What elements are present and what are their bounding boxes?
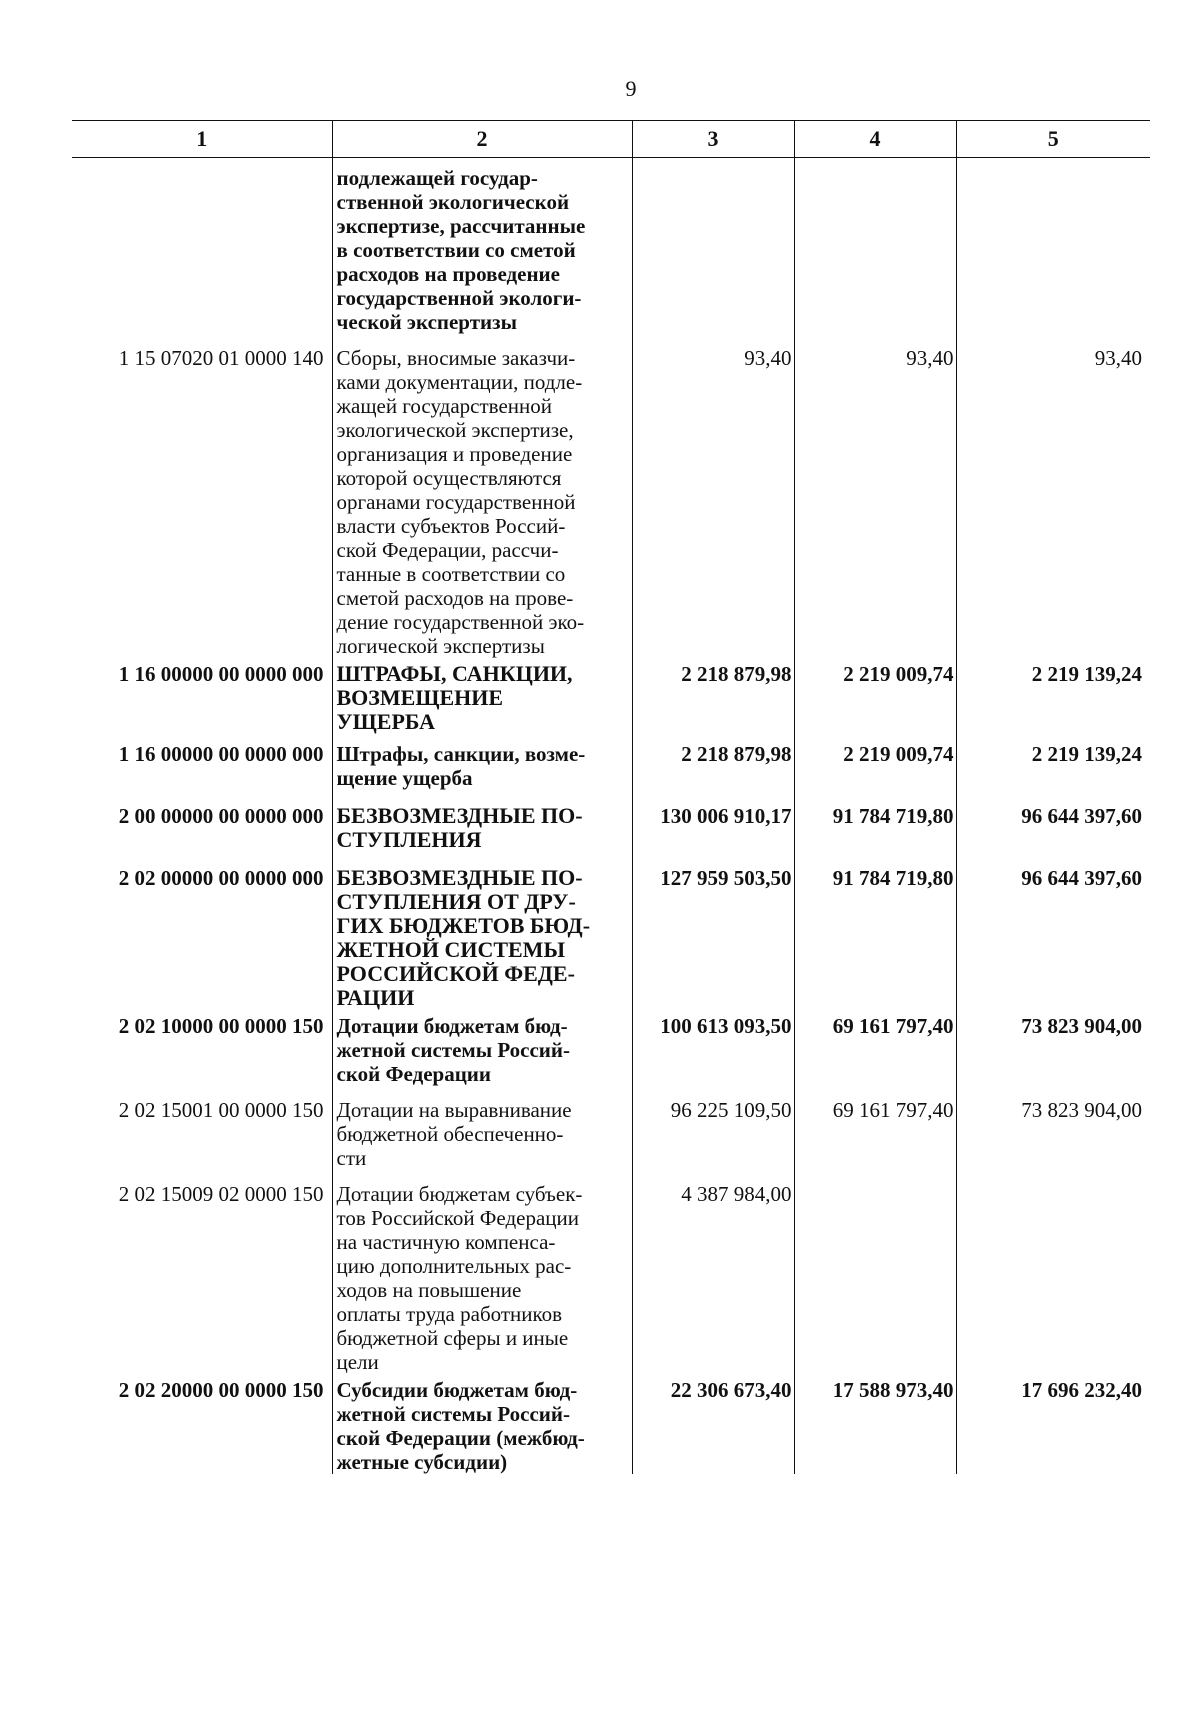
value-cell-3 bbox=[632, 158, 794, 342]
budget-table bbox=[72, 120, 1150, 1474]
code-cell: 2 02 15009 02 0000 150 bbox=[118, 1181, 324, 1206]
value-cell-3: 130 006 910,17 bbox=[632, 800, 794, 862]
column-header-1: 1 bbox=[72, 121, 332, 158]
column-header-4: 4 bbox=[794, 121, 956, 158]
name-cell: ШТРАФЫ, САНКЦИИ, ВОЗМЕЩЕНИЕ УЩЕРБА bbox=[332, 658, 632, 738]
value-cell-5: 17 696 232,40 bbox=[956, 1374, 1150, 1474]
code-cell: 1 16 00000 00 0000 000 bbox=[118, 661, 324, 686]
code-cell bbox=[72, 158, 332, 342]
table-body bbox=[72, 158, 1150, 1474]
value-cell-4: 91 784 719,80 bbox=[794, 800, 956, 862]
name-cell: БЕЗВОЗМЕЗДНЫЕ ПО- СТУПЛЕНИЯ ОТ ДРУ- ГИХ БЮДЖЕТОВ БЮД- ЖЕТНОЙ СИСТЕМЫ РОССИЙСКОЙ ФЕДЕ- РАЦИИ bbox=[332, 862, 632, 1010]
value-cell-5: 2 219 139,24 bbox=[956, 738, 1150, 800]
value-cell-3: 2 218 879,98 bbox=[632, 658, 794, 738]
value-cell-3: 2 218 879,98 bbox=[632, 738, 794, 800]
value-cell-4 bbox=[794, 1178, 956, 1374]
value-cell-3: 96 225 109,50 bbox=[632, 1094, 794, 1178]
value-cell-4: 17 588 973,40 bbox=[794, 1374, 956, 1474]
name-cell: Сборы, вносимые заказчи- ками документации, подле- жащей государственной экологической экспертизе, организация и проведение которой осуществляются органами государственной власти субъектов Россий- ской Федерации, рассчи- танные в соответствии со сметой расходов на прове- дение государственной эко- логической экспертизы bbox=[332, 342, 632, 658]
column-header-5: 5 bbox=[956, 121, 1150, 158]
code-cell: 2 00 00000 00 0000 000 bbox=[118, 803, 324, 828]
code-cell: 2 02 15001 00 0000 150 bbox=[118, 1097, 324, 1122]
table-row bbox=[72, 862, 1150, 1010]
code-cell: 1 16 00000 00 0000 000 bbox=[118, 741, 324, 766]
name-cell: Дотации бюджетам бюд- жетной системы Россий- ской Федерации bbox=[332, 1010, 632, 1094]
value-cell-3: 100 613 093,50 bbox=[632, 1010, 794, 1094]
table-row bbox=[72, 738, 1150, 800]
name-cell: БЕЗВОЗМЕЗДНЫЕ ПО- СТУПЛЕНИЯ bbox=[332, 800, 632, 862]
value-cell-3: 22 306 673,40 bbox=[632, 1374, 794, 1474]
value-cell-5 bbox=[956, 1178, 1150, 1374]
code-cell: 1 15 07020 01 0000 140 bbox=[118, 345, 324, 370]
value-cell-5: 73 823 904,00 bbox=[956, 1010, 1150, 1094]
table-row bbox=[72, 1094, 1150, 1178]
table-row bbox=[72, 342, 1150, 658]
table-row bbox=[72, 158, 1150, 342]
value-cell-4: 2 219 009,74 bbox=[794, 738, 956, 800]
value-cell-4: 91 784 719,80 bbox=[794, 862, 956, 1010]
page-number: 9 bbox=[625, 76, 637, 101]
table-row bbox=[72, 1010, 1150, 1094]
value-cell-5: 2 219 139,24 bbox=[956, 658, 1150, 738]
value-cell-5: 73 823 904,00 bbox=[956, 1094, 1150, 1178]
value-cell-5: 96 644 397,60 bbox=[956, 800, 1150, 862]
code-cell: 2 02 20000 00 0000 150 bbox=[118, 1377, 324, 1402]
name-cell: Штрафы, санкции, возме- щение ущерба bbox=[332, 738, 632, 800]
table-header-row bbox=[72, 121, 1150, 158]
name-cell: Дотации бюджетам субъек- тов Российской Федерации на частичную компенса- цию дополнительных рас- ходов на повышение оплаты труда работников бюджетной сферы и иные цели bbox=[332, 1178, 632, 1374]
value-cell-5 bbox=[956, 158, 1150, 342]
code-cell: 2 02 00000 00 0000 000 bbox=[118, 865, 324, 890]
value-cell-5: 96 644 397,60 bbox=[956, 862, 1150, 1010]
column-header-3: 3 bbox=[632, 121, 794, 158]
table-row bbox=[72, 1374, 1150, 1474]
value-cell-3: 93,40 bbox=[632, 342, 794, 658]
table-row bbox=[72, 800, 1150, 862]
value-cell-3: 127 959 503,50 bbox=[632, 862, 794, 1010]
table-row bbox=[72, 1178, 1150, 1374]
value-cell-4: 69 161 797,40 bbox=[794, 1094, 956, 1178]
value-cell-3: 4 387 984,00 bbox=[632, 1178, 794, 1374]
value-cell-4: 69 161 797,40 bbox=[794, 1010, 956, 1094]
name-cell: подлежащей государ- ственной экологической экспертизе, рассчитанные в соответствии со сметой расходов на проведение государственной экологи- ческой экспертизы bbox=[332, 158, 632, 342]
value-cell-5: 93,40 bbox=[956, 342, 1150, 658]
value-cell-4: 93,40 bbox=[794, 342, 956, 658]
value-cell-4: 2 219 009,74 bbox=[794, 658, 956, 738]
code-cell: 2 02 10000 00 0000 150 bbox=[118, 1013, 324, 1038]
value-cell-4 bbox=[794, 158, 956, 342]
name-cell: Субсидии бюджетам бюд- жетной системы Россий- ской Федерации (межбюд- жетные субсидии) bbox=[332, 1374, 632, 1474]
column-header-2: 2 bbox=[332, 121, 632, 158]
table-row bbox=[72, 658, 1150, 738]
name-cell: Дотации на выравнивание бюджетной обеспеченно- сти bbox=[332, 1094, 632, 1178]
